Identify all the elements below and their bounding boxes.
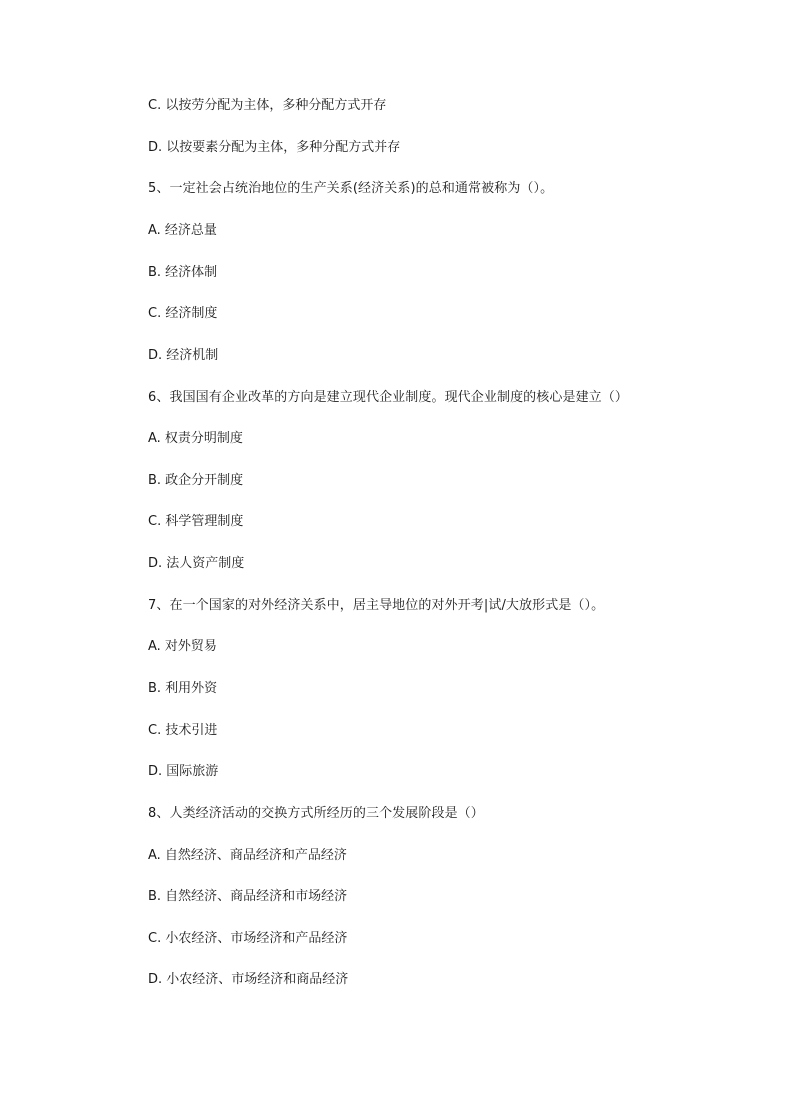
option-c-q8: C. 小农经济、市场经济和产品经济: [148, 931, 348, 946]
option-a-q5: A. 经济总量: [148, 223, 217, 238]
option-d-q4: D. 以按要素分配为主体，多种分配方式并存: [148, 140, 401, 155]
option-d-q7: D. 国际旅游: [148, 764, 219, 779]
option-c-q4: C. 以按劳分配为主体，多种分配方式开存: [148, 98, 387, 113]
option-d-q6: D. 法人资产制度: [148, 556, 245, 571]
question-8: 8、人类经济活动的交换方式所经历的三个发展阶段是（）: [148, 806, 484, 821]
question-5: 5、一定社会占统治地位的生产关系(经济关系)的总和通常被称为（）。: [148, 181, 554, 196]
question-6: 6、我国国有企业改革的方向是建立现代企业制度。现代企业制度的核心是建立（）: [148, 390, 628, 405]
option-a-q6: A. 权责分明制度: [148, 431, 243, 446]
option-d-q5: D. 经济机制: [148, 348, 219, 363]
option-b-q8: B. 自然经济、商品经济和市场经济: [148, 889, 348, 904]
option-c-q6: C. 科学管理制度: [148, 514, 244, 529]
option-d-q8: D. 小农经济、市场经济和商品经济: [148, 972, 349, 987]
option-c-q5: C. 经济制度: [148, 306, 218, 321]
option-c-q7: C. 技术引进: [148, 723, 218, 738]
option-a-q8: A. 自然经济、商品经济和产品经济: [148, 848, 347, 863]
option-a-q7: A. 对外贸易: [148, 639, 217, 654]
question-7: 7、在一个国家的对外经济关系中，居主导地位的对外开考|试/大放形式是（）。: [148, 598, 605, 613]
option-b-q7: B. 利用外资: [148, 681, 218, 696]
option-b-q6: B. 政企分开制度: [148, 473, 244, 488]
option-b-q5: B. 经济体制: [148, 265, 218, 280]
